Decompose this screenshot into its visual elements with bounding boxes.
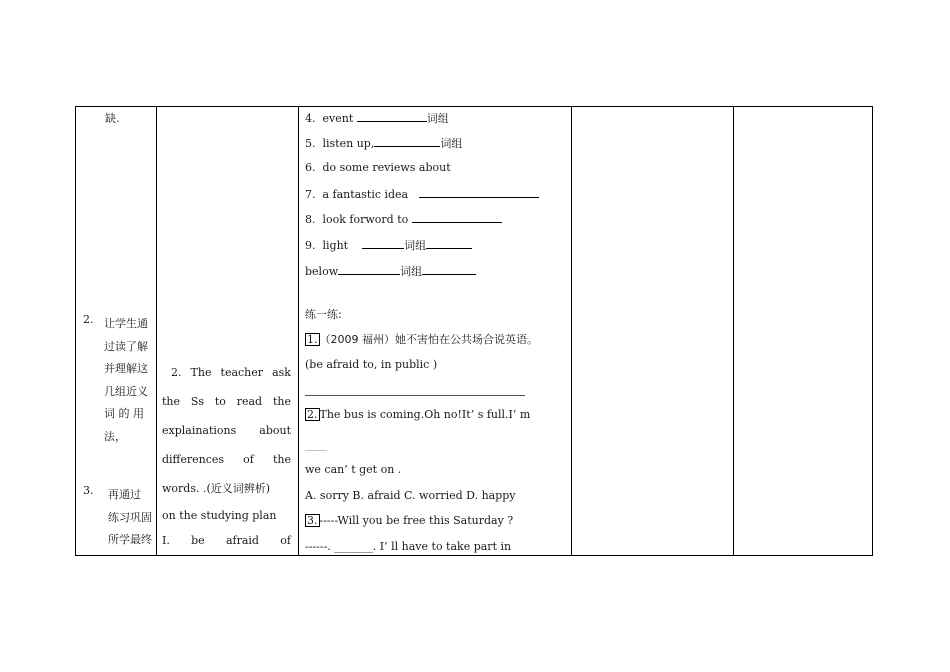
answer-line bbox=[305, 395, 525, 396]
answer-blank bbox=[426, 238, 472, 249]
question-number: 3. bbox=[307, 514, 318, 527]
student-activity-cell bbox=[572, 107, 733, 555]
activity-line: words. .(近义词辨析) bbox=[162, 482, 271, 495]
activity-line: explainations about bbox=[162, 424, 291, 437]
question-1: 1. （2009 福州）她不害怕在公共场合说英语。 bbox=[307, 333, 538, 346]
question-2: 2. The bus is coming.Oh no!It’ s full.I’ m bbox=[307, 408, 531, 421]
notes-cell bbox=[734, 107, 872, 555]
phrase-item: 5. listen up, 词组 bbox=[305, 137, 463, 150]
activity-line: 2. The teacher ask bbox=[171, 366, 291, 379]
objective-line: 让学生通 bbox=[104, 317, 148, 330]
activity-line: the Ss to read the bbox=[162, 395, 291, 408]
phrase-item: 9. light 词组 bbox=[305, 237, 472, 253]
answer-blank bbox=[419, 187, 539, 198]
objective-number: 2. bbox=[83, 313, 94, 326]
phrase-item: below 词组 bbox=[305, 263, 476, 279]
activity-line: I. be afraid of bbox=[162, 534, 291, 547]
question-3-answer: ------. _______. I’ ll have to take part in bbox=[305, 540, 512, 553]
objectives-cell bbox=[76, 107, 156, 555]
answer-blank bbox=[374, 136, 440, 147]
question-number: 2. bbox=[307, 408, 318, 421]
objective-line: 法， bbox=[104, 429, 126, 443]
objective-3-text bbox=[108, 484, 152, 552]
practice-title: 练一练: bbox=[305, 308, 342, 321]
answer-blank bbox=[422, 264, 476, 275]
answer-blank bbox=[338, 264, 400, 275]
activity-text bbox=[171, 358, 291, 387]
objective-line: 并理解这 bbox=[104, 362, 148, 375]
question-2-blank: ____ bbox=[305, 438, 327, 451]
phrase-item: 6. do some reviews about bbox=[305, 161, 451, 174]
question-1-hint: (be afraid to, in public ) bbox=[305, 358, 438, 371]
activity-text bbox=[162, 387, 291, 553]
question-3: 3. -----Will you be free this Saturday ? bbox=[307, 514, 514, 527]
answer-blank bbox=[357, 111, 427, 122]
phrase-item: 7. a fantastic idea bbox=[305, 187, 539, 201]
activity-line: on the studying plan bbox=[162, 509, 277, 522]
lesson-table bbox=[75, 106, 873, 556]
content-cell bbox=[299, 107, 571, 555]
objective-number: 3. bbox=[83, 484, 94, 497]
teacher-activity-cell bbox=[157, 107, 298, 555]
answer-blank bbox=[362, 238, 404, 249]
objective-line: 再通过 bbox=[108, 488, 141, 501]
objective-line: 练习巩固 bbox=[108, 510, 152, 524]
objective-line: 所学最终 bbox=[108, 533, 152, 546]
objective-line: 过读了解 bbox=[104, 339, 148, 353]
question-2-options: A. sorry B. afraid C. worried D. happy bbox=[305, 489, 516, 502]
objective-2-text bbox=[104, 313, 148, 448]
phrase-item: 8. look forword to bbox=[305, 212, 502, 226]
activity-line: differences of the bbox=[162, 453, 291, 466]
question-number: 1. bbox=[307, 333, 318, 346]
question-2-continuation: we can’ t get on . bbox=[305, 463, 402, 476]
objective-continuation: 缺. bbox=[105, 112, 120, 125]
phrase-item: 4. event 词组 bbox=[305, 112, 449, 125]
answer-blank bbox=[412, 212, 502, 223]
objective-line: 几组近义 bbox=[104, 384, 148, 398]
objective-line: 词 的 用 bbox=[104, 407, 144, 420]
